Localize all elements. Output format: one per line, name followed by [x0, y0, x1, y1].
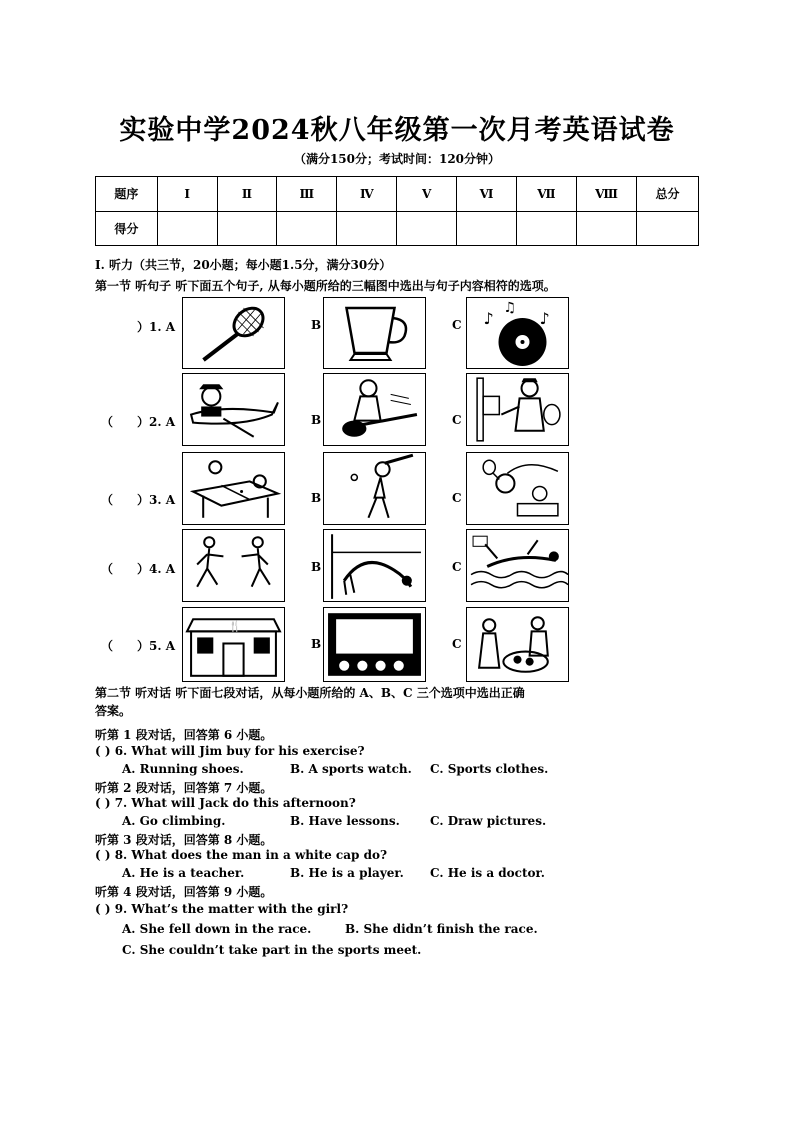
dialog-intro: 听第 1 段对话，回答第 6 小题。 — [95, 728, 273, 742]
answer-bracket[interactable]: （ — [101, 415, 114, 429]
question-stem: ( ) 7. What will Jack do this afternoon? — [95, 796, 356, 810]
score-cell[interactable] — [157, 211, 217, 246]
table-header-cell: Ⅱ — [217, 177, 277, 212]
option-c[interactable]: C. She couldn’t take part in the sports meet. — [122, 943, 422, 957]
section-heading: I. 听力（共三节，20小题；每小题1.5分，满分30分） — [95, 258, 392, 272]
option-c-label: C — [452, 318, 462, 332]
guitar-player-icon — [324, 374, 425, 445]
option-b-label: B — [311, 318, 322, 332]
option-c[interactable]: C. He is a doctor. — [430, 866, 545, 880]
question-number: ）4. A — [137, 562, 176, 576]
option-c-label: C — [452, 491, 462, 505]
option-c-label: C — [452, 560, 462, 574]
page-title: 实验中学2024秋八年级第一次月考英语试卷 — [119, 115, 675, 146]
table-header-cell: Ⅵ — [457, 177, 517, 212]
question-stem: ( ) 9. What’s the matter with the girl? — [95, 902, 349, 916]
question-stem: ( ) 6. What will Jim buy for his exercise? — [95, 744, 365, 758]
score-table-score-row — [96, 211, 699, 246]
option-a[interactable]: A. She fell down in the race. — [122, 922, 312, 936]
picture-music-record[interactable] — [466, 297, 569, 369]
table-header-cell: Ⅳ — [337, 177, 397, 212]
option-a[interactable]: A. Running shoes. — [122, 762, 244, 776]
restaurant-icon — [183, 608, 284, 681]
question-number: ）3. A — [137, 493, 176, 507]
picture-tennis-racket[interactable] — [182, 297, 285, 369]
picture-cup[interactable] — [323, 297, 426, 369]
svg-text:♪: ♪ — [539, 309, 550, 328]
score-cell[interactable] — [397, 211, 457, 246]
ping-pong-icon — [183, 453, 284, 524]
question-number: ）2. A — [137, 415, 176, 429]
option-b-label: B — [311, 491, 322, 505]
picture-postman[interactable] — [466, 373, 569, 446]
table-header-cell: Ⅰ — [157, 177, 217, 212]
pilot-plane-icon — [183, 374, 284, 445]
score-cell[interactable] — [337, 211, 397, 246]
option-c[interactable]: C. Sports clothes. — [430, 762, 549, 776]
music-record-icon — [467, 298, 568, 368]
swimmer-icon — [467, 530, 568, 601]
answer-bracket[interactable]: （ — [101, 493, 114, 507]
high-jump-icon — [324, 530, 425, 601]
kids-tennis-icon — [467, 453, 568, 524]
table-header-cell: Ⅲ — [277, 177, 337, 212]
score-table — [95, 176, 699, 246]
option-b-label: B — [311, 560, 322, 574]
table-header-cell: Ⅴ — [397, 177, 457, 212]
picture-swimmer[interactable] — [466, 529, 569, 602]
table-header-cell: 总分 — [637, 177, 699, 212]
score-cell[interactable] — [217, 211, 277, 246]
table-row-label: 得分 — [96, 211, 158, 246]
score-cell[interactable] — [277, 211, 337, 246]
exam-info: （满分150分；考试时间：120分钟） — [293, 152, 501, 166]
question-number: ）5. A — [137, 639, 176, 653]
picture-kids-tennis[interactable] — [466, 452, 569, 525]
option-b-label: B — [311, 637, 322, 651]
part2-instruction-cont: 答案。 — [95, 704, 132, 718]
score-cell[interactable] — [457, 211, 517, 246]
baseball-icon — [324, 453, 425, 524]
option-a[interactable]: A. Go climbing. — [122, 814, 226, 828]
option-c-label: C — [452, 413, 462, 427]
option-b[interactable]: B. A sports watch. — [290, 762, 412, 776]
option-b[interactable]: B. Have lessons. — [290, 814, 400, 828]
option-b[interactable]: B. He is a player. — [290, 866, 404, 880]
picture-high-jump[interactable] — [323, 529, 426, 602]
tennis-racket-icon — [183, 298, 284, 368]
score-cell[interactable] — [576, 211, 636, 246]
score-cell[interactable] — [516, 211, 576, 246]
answer-bracket[interactable]: （ — [101, 639, 114, 653]
dialog-intro: 听第 3 段对话，回答第 8 小题。 — [95, 833, 273, 847]
score-cell[interactable] — [637, 211, 699, 246]
svg-text:♪: ♪ — [483, 309, 494, 328]
option-c[interactable]: C. Draw pictures. — [430, 814, 547, 828]
option-c-label: C — [452, 637, 462, 651]
picture-baseball[interactable] — [323, 452, 426, 525]
svg-text:♫: ♫ — [503, 300, 517, 316]
table-header-cell: Ⅶ — [516, 177, 576, 212]
cinema-icon — [324, 608, 425, 681]
cup-icon — [324, 298, 425, 368]
part2-instruction: 第二节 听对话 听下面七段对话，从每小题所给的 A、B、C 三个选项中选出正确 — [95, 686, 525, 700]
dialog-intro: 听第 4 段对话，回答第 9 小题。 — [95, 885, 273, 899]
picture-pilot-plane[interactable] — [182, 373, 285, 446]
svg-text:🍴: 🍴 — [228, 621, 242, 633]
option-a[interactable]: A. He is a teacher. — [122, 866, 245, 880]
question-stem: ( ) 8. What does the man in a white cap do? — [95, 848, 387, 862]
picture-cinema[interactable] — [323, 607, 426, 682]
table-header-cell: 题序 — [96, 177, 158, 212]
answer-bracket[interactable]: （ — [101, 562, 114, 576]
picture-market[interactable] — [466, 607, 569, 682]
dialog-intro: 听第 2 段对话，回答第 7 小题。 — [95, 781, 273, 795]
score-table-header-row — [96, 177, 699, 212]
picture-restaurant[interactable] — [182, 607, 285, 682]
postman-icon — [467, 374, 568, 445]
option-b[interactable]: B. She didn’t finish the race. — [345, 922, 538, 936]
relay-runners-icon — [183, 530, 284, 601]
market-icon — [467, 608, 568, 681]
picture-relay-runners[interactable] — [182, 529, 285, 602]
picture-guitar-player[interactable] — [323, 373, 426, 446]
question-number: ）1. A — [137, 320, 176, 334]
option-b-label: B — [311, 413, 322, 427]
part1-instruction: 第一节 听句子 听下面五个句子, 从每小题所给的三幅图中选出与句子内容相符的选项。 — [95, 279, 556, 293]
table-header-cell: Ⅷ — [576, 177, 636, 212]
picture-ping-pong[interactable] — [182, 452, 285, 525]
